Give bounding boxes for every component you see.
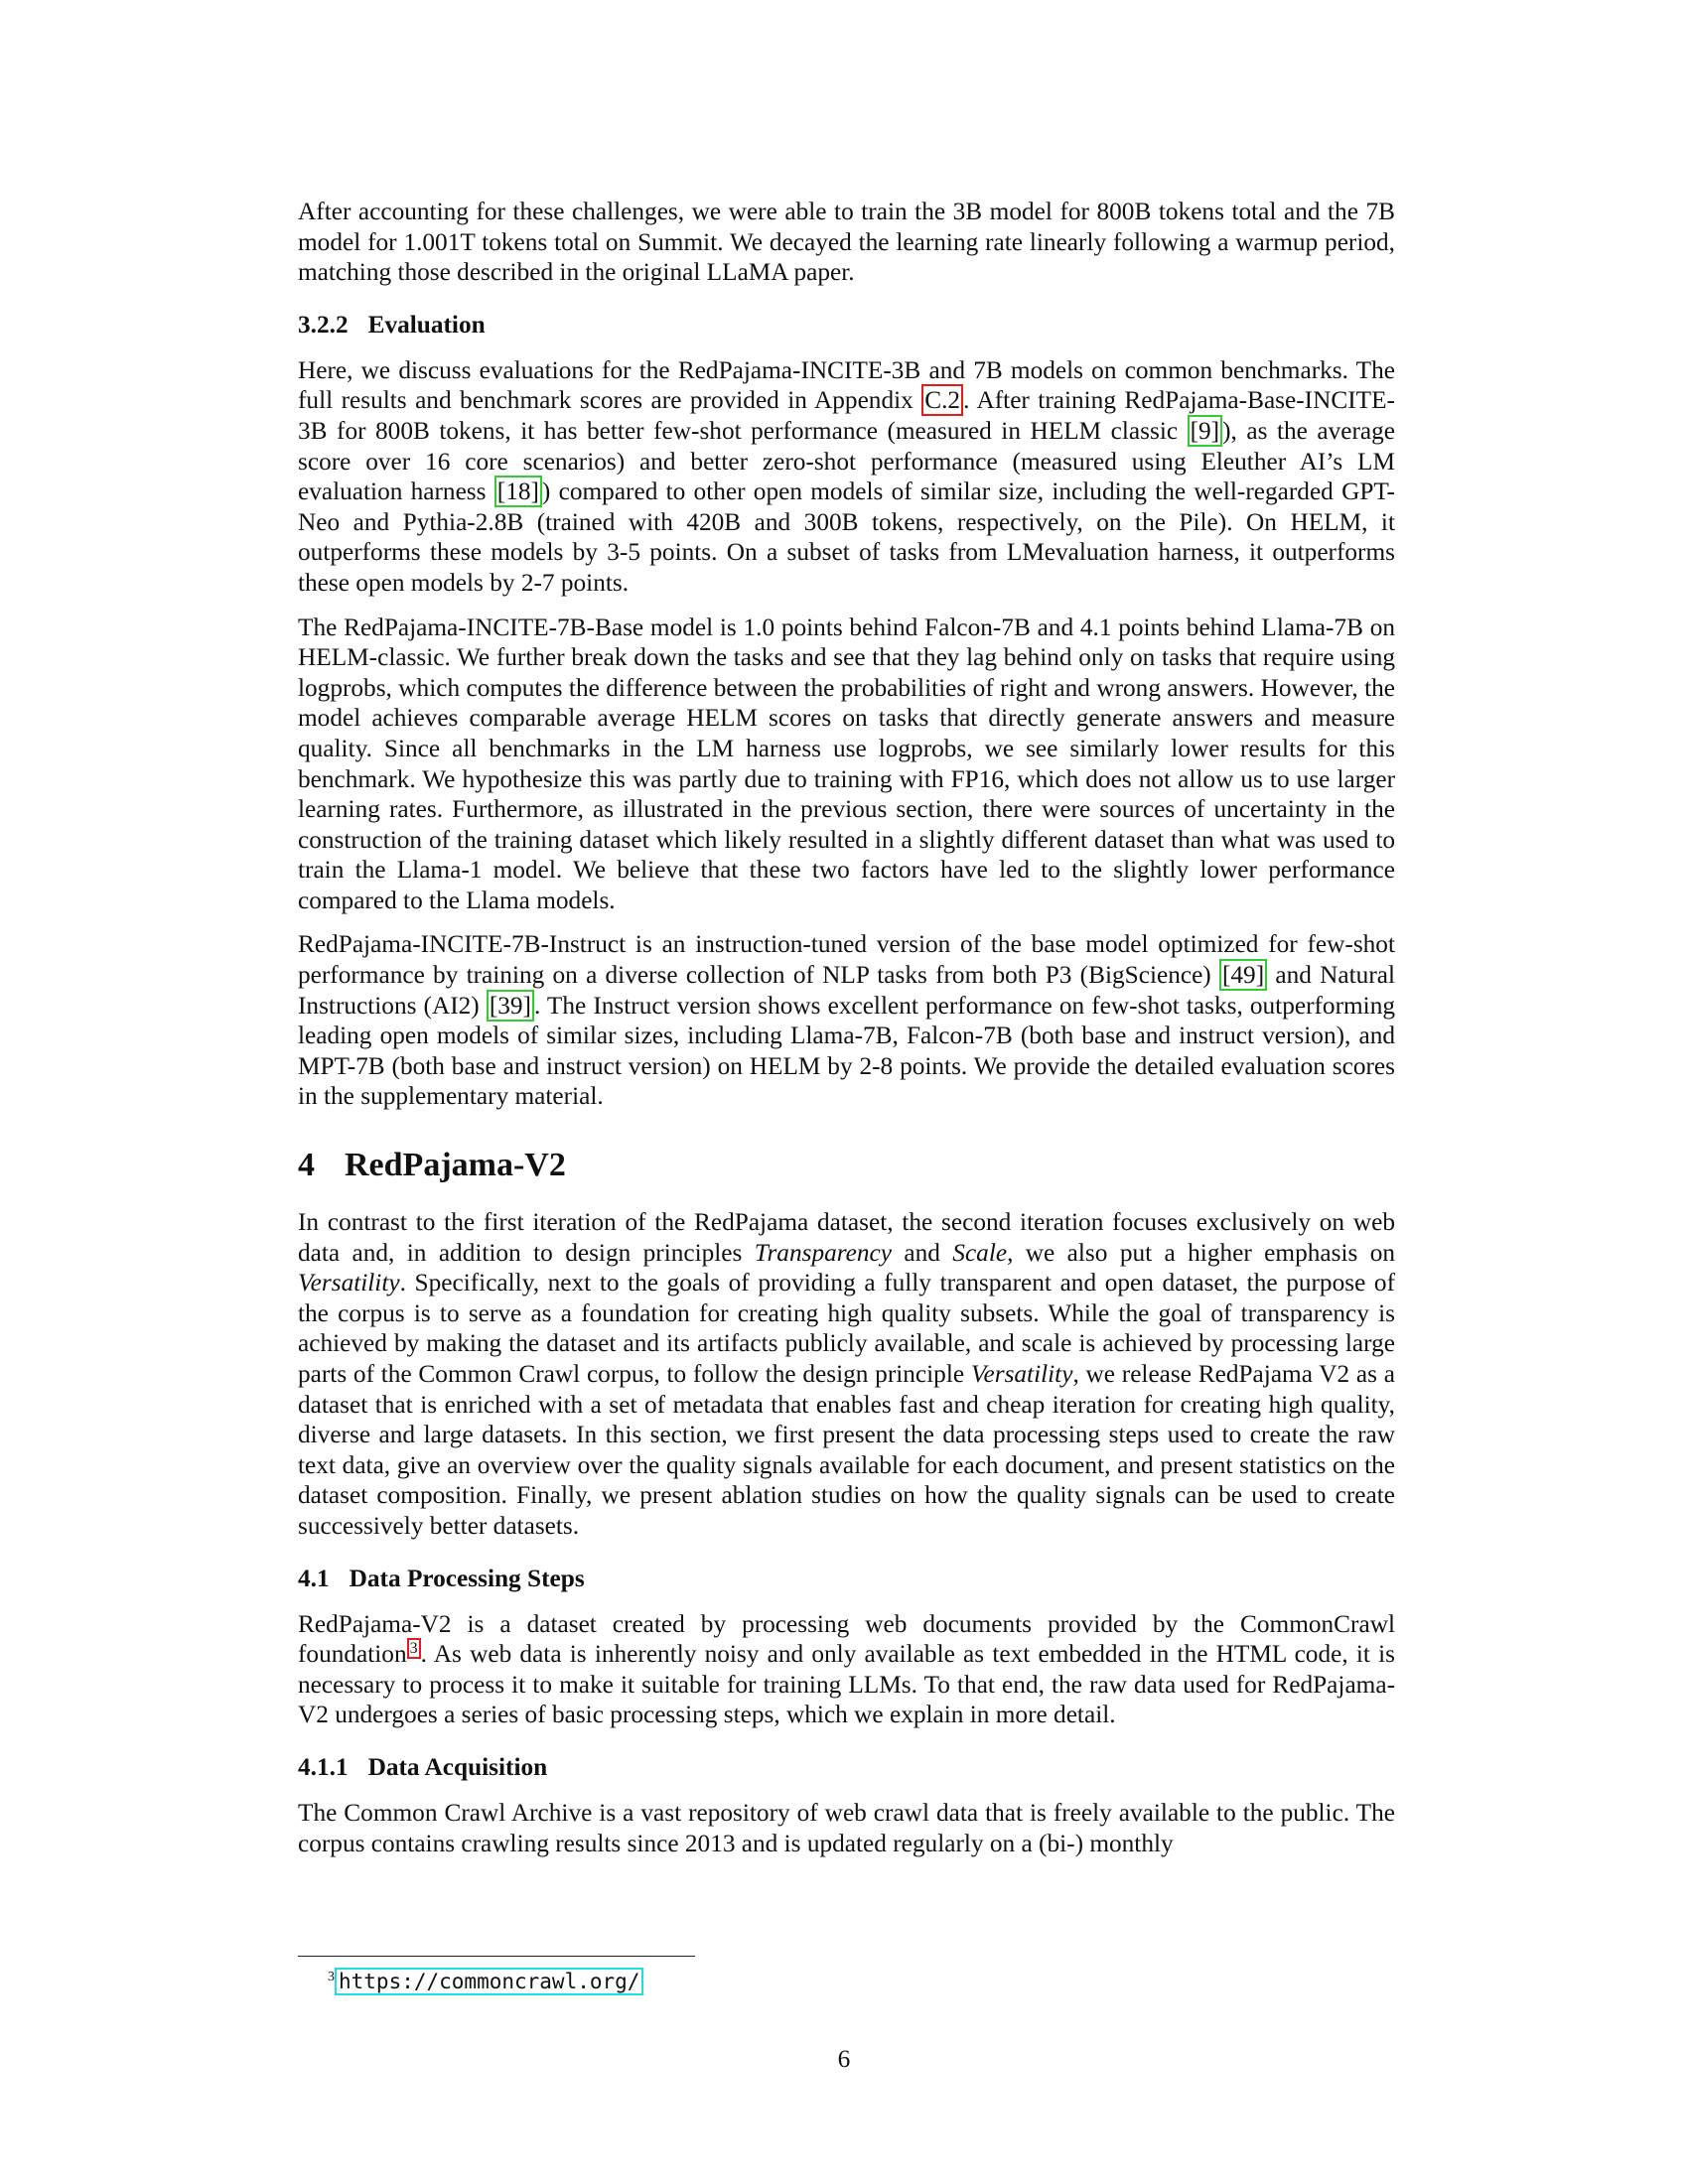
text-run: Here, we discuss evaluations for the RedPajama-INCITE-3B and 7B models on common benchmarks. The full results and benchmark scores are provided in Appendix <box>298 355 1395 415</box>
footnote <box>328 1964 643 1995</box>
paragraph-data-processing <box>298 1609 1395 1730</box>
text-run: . Specifically, next to the goals of providing a fully transparent and open dataset, the purpose of the corpus is to serve as a foundation for creating high quality subsets. While the goal of transparency is achieved by making the dataset and its artifacts publicly available, and scale is achieved by processing large parts of the Common Crawl corpus, to follow the design principle <box>298 1269 1395 1388</box>
paragraph-evaluation-7b: The RedPajama-INCITE-7B-Base model is 1.0 points behind Falcon-7B and 4.1 points behind Llama-7B on HELM-classic. We further break down the tasks and see that they lag behind only on tasks that require using logprobs, which computes the difference between the probabilities of right and wrong answers. However, the model achieves comparable average HELM scores on tasks that directly generate answers and measure quality. Since all benchmarks in the LM harness use logprobs, we see similarly lower results for this benchmark. We hypothesize this was partly due to training with FP16, which does not allow us to use larger learning rates. Furthermore, as illustrated in the previous section, there were sources of uncertainty in the construction of the training dataset which likely resulted in a slightly different dataset than what was used to train the Llama-1 model. We believe that these two factors have led to the slightly lower performance compared to the Llama models. <box>298 613 1395 914</box>
subsection-title: Evaluation <box>367 310 486 339</box>
text-run: , we also put a higher emphasis on <box>1007 1238 1395 1267</box>
emphasis-text: Scale <box>952 1238 1008 1267</box>
subsection-title: Data Acquisition <box>367 1752 548 1781</box>
text-run: ), as the average score over 16 core scenarios) and better zero-shot performance (measured using Eleuther AI’s LM evaluation harness <box>298 416 1395 506</box>
emphasis-text: Transparency <box>754 1238 892 1267</box>
emphasis-text: Versatility <box>298 1269 400 1297</box>
text-run: ) compared to other open models of similar size, including the well-regarded GPT-Neo and Pythia-2.8B (trained with 420B and 300B tokens, respectively, on the Pile). On HELM, it outperforms these models by 3-5 points. On a subset of tasks from LMevaluation harness, it outperforms these open models by 2-7 points. <box>298 478 1395 597</box>
subsection-number: 4.1.1 <box>298 1752 349 1781</box>
section-heading-redpajama-v2 <box>298 1146 1395 1185</box>
citation-link[interactable]: [18] <box>494 476 542 507</box>
paper-body <box>298 197 1395 1872</box>
citation-link[interactable]: [39] <box>487 990 534 1022</box>
citation-link[interactable]: [49] <box>1219 959 1267 991</box>
page-number: 6 <box>837 2045 851 2073</box>
text-run: RedPajama-V2 is a dataset created by processing web documents provided by the CommonCrawl foundation <box>298 1609 1395 1669</box>
paragraph-data-acquisition: The Common Crawl Archive is a vast repository of web crawl data that is freely available to the public. The corpus contains crawling results since 2013 and is updated regularly on a (bi-) monthly <box>298 1798 1395 1857</box>
text-run: , we release RedPajama V2 as a dataset that is enriched with a set of metadata that enables fast and cheap iteration for creating high quality, diverse and large datasets. In this section, we first present the data processing steps used to create the raw text data, give an overview over the quality signals available for each document, and present statistics on the dataset composition. Finally, we present ablation studies on how the quality signals can be used to create successively better datasets. <box>298 1360 1395 1540</box>
text-run: and <box>891 1238 953 1267</box>
section-number: 4 <box>298 1147 315 1184</box>
paragraph-instruct-model <box>298 929 1395 1112</box>
footnote-mark: 3 <box>328 1970 335 1984</box>
paragraph-training-summary: After accounting for these challenges, we were able to train the 3B model for 800B tokens total and the 7B model for 1.001T tokens total on Summit. We decayed the learning rate linearly following a warmup period, matching those described in the original LLaMA paper. <box>298 198 1395 287</box>
text-run: . As web data is inherently noisy and only available as text embedded in the HTML code, it is necessary to process it to make it suitable for training LLMs. To that end, the raw data used for RedPajama-V2 undergoes a series of basic processing steps, which we explain in more detail. <box>298 1640 1395 1729</box>
text-run: In contrast to the first iteration of the RedPajama dataset, the second iteration focuses exclusively on web data and, in addition to design principles <box>298 1208 1395 1267</box>
paragraph-evaluation-3b <box>298 355 1395 599</box>
text-run: . After training RedPajama-Base-INCITE-3B for 800B tokens, it has better few-shot performance (measured in HELM classic <box>298 386 1395 445</box>
emphasis-text: Versatility <box>970 1360 1073 1388</box>
footnote-link[interactable]: 3 <box>407 1638 421 1659</box>
subsection-title: Data Processing Steps <box>349 1564 585 1592</box>
footnote-url-link[interactable]: https://commoncrawl.org/ <box>335 1968 643 1995</box>
appendix-link[interactable]: C.2 <box>921 384 963 416</box>
subsection-number: 3.2.2 <box>298 310 349 339</box>
section-title: RedPajama-V2 <box>345 1147 566 1184</box>
subsection-heading-evaluation <box>298 310 1395 340</box>
citation-link[interactable]: [9] <box>1188 415 1223 447</box>
text-run: and Natural Instructions (AI2) <box>298 961 1396 1020</box>
subsection-number: 4.1 <box>298 1564 330 1592</box>
footnote-divider <box>298 1956 695 1957</box>
text-run: . The Instruct version shows excellent performance on few-shot tasks, outperforming leading open models of similar sizes, including Llama-7B, Falcon-7B (both base and instruct version), and MPT-7B (both base and instruct version) on HELM by 2-8 points. We provide the detailed evaluation scores in the supplementary material. <box>298 991 1395 1111</box>
paragraph-v2-overview <box>298 1207 1395 1542</box>
subsection-heading-data-acquisition <box>298 1752 1395 1782</box>
text-run: RedPajama-INCITE-7B-Instruct is an instruction-tuned version of the base model optimized for few-shot performance by training on a diverse collection of NLP tasks from both P3 (BigScience) <box>298 930 1395 990</box>
subsection-heading-data-processing <box>298 1564 1395 1593</box>
